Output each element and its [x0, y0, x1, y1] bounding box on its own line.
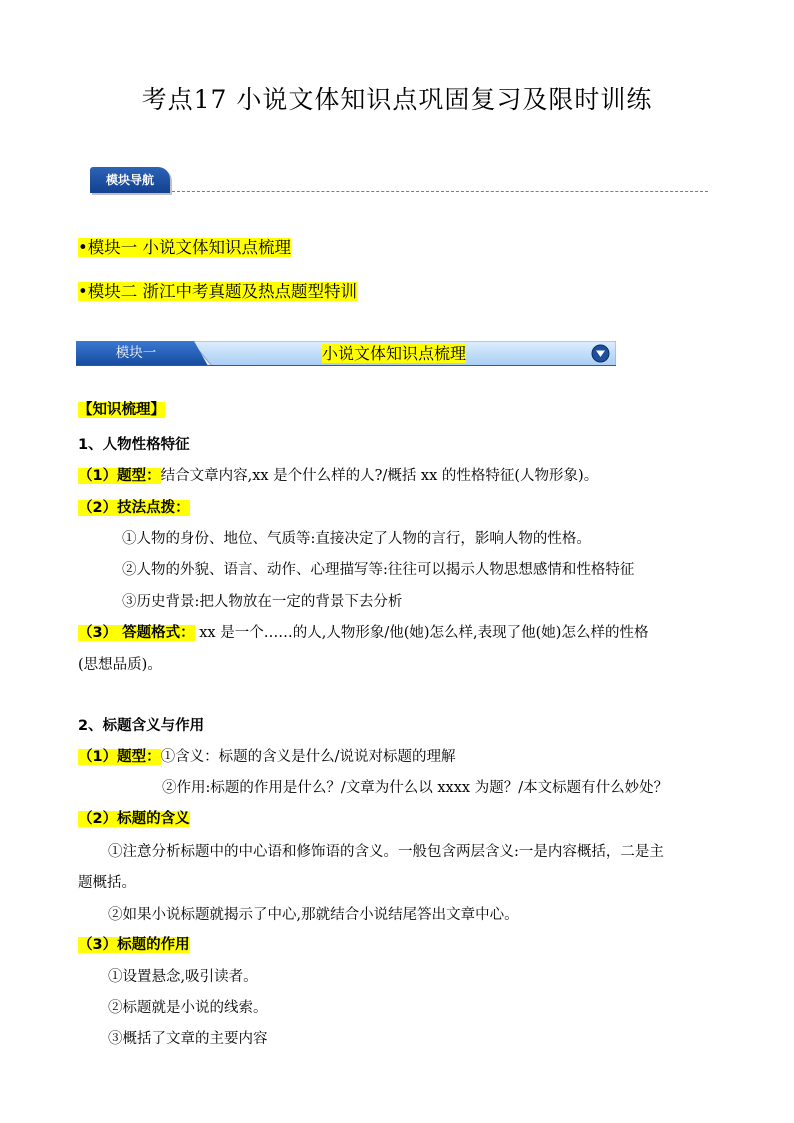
paragraph — [78, 496, 190, 517]
paragraph — [78, 933, 190, 954]
list-item: ②标题就是小说的线索。 — [108, 1000, 268, 1016]
label: （2）技法点拨： — [78, 500, 190, 516]
list-item: ①设置悬念,吸引读者。 — [108, 969, 258, 985]
paragraph-continuation: (思想品质)。 — [78, 657, 162, 673]
list-item-continuation: 题概括。 — [78, 875, 136, 891]
paragraph-continuation: ②作用:标题的作用是什么？/文章为什么以 xxxx 为题？/本文标题有什么妙处？ — [162, 780, 669, 796]
banner-title: 小说文体知识点梳理 — [322, 344, 467, 363]
list-item: ①注意分析标题中的中心语和修饰语的含义。一般包含两层含义:一是内容概括，二是主 — [108, 844, 664, 860]
page-title: 考点17 小说文体知识点巩固复习及限时训练 — [141, 85, 653, 114]
list-item: ②人物的外貌、语言、动作、心理描写等:往往可以揭示人物思想感情和性格特征 — [122, 562, 635, 578]
label: （3）标题的作用 — [78, 937, 190, 953]
list-item: ②如果小说标题就揭示了中心,那就结合小说结尾答出文章中心。 — [108, 907, 519, 923]
section-tag: 【知识梳理】 — [78, 402, 165, 418]
paragraph: （1）题型：结合文章内容,xx 是个什么样的人?/概括 xx 的性格特征(人物形象)。 — [78, 468, 599, 484]
module-item-2 — [78, 278, 357, 302]
list-item: ①人物的身份、地位、气质等:直接决定了人物的言行，影响人物的性格。 — [122, 531, 591, 547]
list-item: ③历史背景:把人物放在一定的背景下去分析 — [122, 594, 403, 610]
paragraph: （3） 答题格式： xx 是一个……的人,人物形象/他(她)怎么样,表现了他(她)怎么样的性格 — [78, 625, 649, 641]
module-nav-tab: 模块导航 — [90, 167, 170, 193]
section-heading-1: 1、人物性格特征 — [78, 437, 190, 453]
banner-label: 模块一 — [115, 345, 157, 361]
label: （2）标题的含义 — [78, 811, 190, 827]
label: （1）题型： — [78, 468, 161, 484]
module-banner — [76, 341, 616, 366]
module-item-text: •模块二 浙江中考真题及热点题型特训 — [78, 282, 357, 301]
module-item-text: •模块一 小说文体知识点梳理 — [78, 238, 291, 257]
paragraph: （1）题型：①含义：标题的含义是什么/说说对标题的理解 — [78, 749, 456, 765]
label: （1）题型： — [78, 749, 161, 765]
list-item: ③概括了文章的主要内容 — [108, 1031, 268, 1047]
chevron-down-circle-icon — [591, 344, 610, 363]
divider — [172, 191, 708, 192]
paragraph — [78, 807, 190, 828]
module-item-1 — [78, 234, 291, 258]
section-heading-2: 2、标题含义与作用 — [78, 718, 205, 734]
label: （3） 答题格式： — [78, 625, 195, 641]
